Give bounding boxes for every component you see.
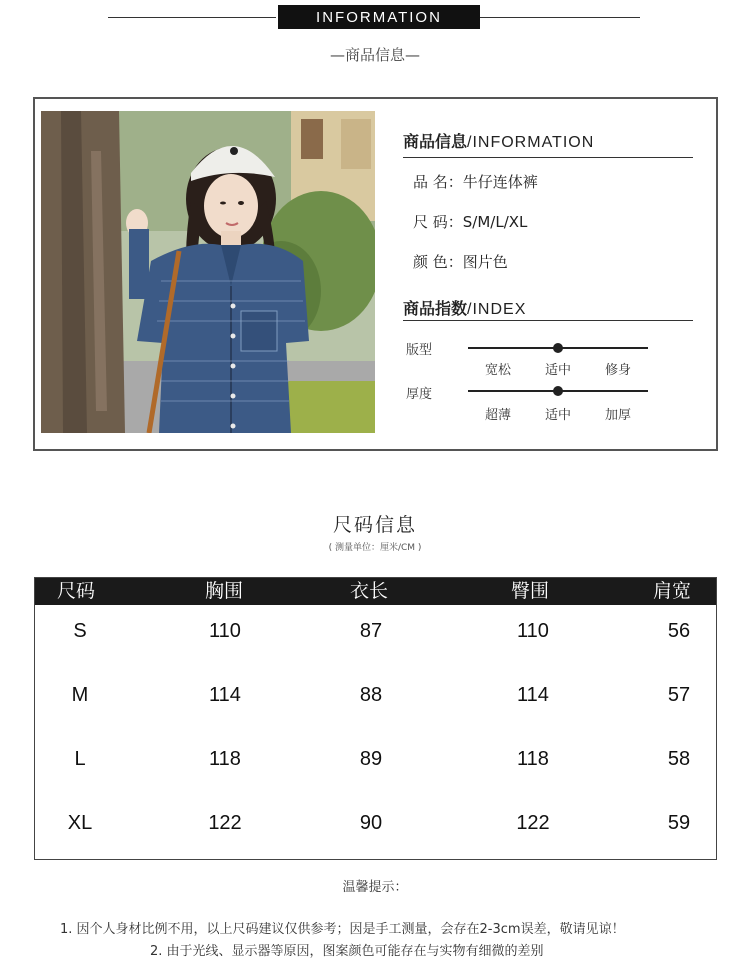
index-option-fit-slim: 修身	[604, 363, 631, 378]
attr-product-name: 品 名：牛仔连体裤	[413, 173, 538, 191]
table-cell: 57	[667, 684, 691, 706]
index-option-thickness-thin: 超薄	[484, 408, 511, 423]
information-badge: INFORMATION	[278, 5, 480, 29]
header-subtitle: —商品信息—	[329, 46, 420, 64]
tip-line-1: 1. 因个人身材比例不用，以上尺码建议仅供参考；因是手工测量，会存在2-3cm误差，敬请见谅！	[60, 922, 625, 937]
index-option-thickness-thick: 加厚	[604, 408, 631, 423]
index-section-rule	[403, 320, 693, 321]
size-table	[34, 577, 717, 860]
index-marker-thickness	[553, 386, 563, 396]
attr-color: 颜 色：图片色	[413, 253, 508, 271]
table-cell: 122	[208, 812, 242, 834]
product-info-box	[33, 97, 718, 451]
table-cell: 114	[209, 684, 241, 706]
index-option-thickness-medium: 适中	[544, 408, 571, 423]
table-cell: 118	[517, 748, 549, 770]
table-cell: 118	[209, 748, 241, 770]
table-cell: 58	[667, 748, 691, 770]
attr-size: 尺 码：S/M/L/XL	[413, 213, 528, 231]
column-header-shoulder: 肩宽	[653, 580, 692, 602]
index-label-thickness: 厚度	[406, 387, 433, 402]
size-section-title: 尺码信息	[332, 514, 417, 536]
column-header-hip: 臀围	[511, 580, 550, 602]
header-rule-right	[480, 17, 640, 18]
table-cell: 59	[667, 812, 691, 834]
table-cell: S	[73, 620, 87, 642]
index-label-fit: 版型	[406, 343, 433, 358]
table-cell: XL	[67, 812, 93, 834]
table-cell: 110	[209, 620, 241, 642]
table-cell: 90	[359, 812, 383, 834]
index-option-fit-medium: 适中	[544, 363, 571, 378]
table-cell: 89	[359, 748, 383, 770]
column-header-bust: 胸围	[205, 580, 244, 602]
tips-title: 温馨提示：	[342, 880, 408, 895]
index-option-fit-loose: 宽松	[484, 363, 511, 378]
column-header-size: 尺码	[57, 580, 96, 602]
table-cell: L	[74, 748, 86, 770]
index-marker-fit	[553, 343, 563, 353]
table-cell: 122	[516, 812, 550, 834]
table-cell: 114	[517, 684, 549, 706]
size-table-header	[35, 578, 716, 605]
table-cell: M	[71, 684, 89, 706]
table-cell: 87	[359, 620, 383, 642]
info-section-title: 商品信息/INFORMATION	[403, 132, 595, 151]
size-unit-note: ( 测量单位：厘米/CM )	[328, 543, 422, 553]
header-rule-left	[108, 17, 276, 18]
table-cell: 56	[667, 620, 691, 642]
table-cell: 88	[359, 684, 383, 706]
product-photo	[41, 111, 375, 433]
info-section-rule	[403, 157, 693, 158]
index-section-title: 商品指数/INDEX	[403, 299, 527, 318]
tip-line-2: 2. 由于光线、显示器等原因，图案颜色可能存在与实物有细微的差别	[150, 944, 544, 959]
table-cell: 110	[517, 620, 549, 642]
column-header-length: 衣长	[350, 580, 389, 602]
